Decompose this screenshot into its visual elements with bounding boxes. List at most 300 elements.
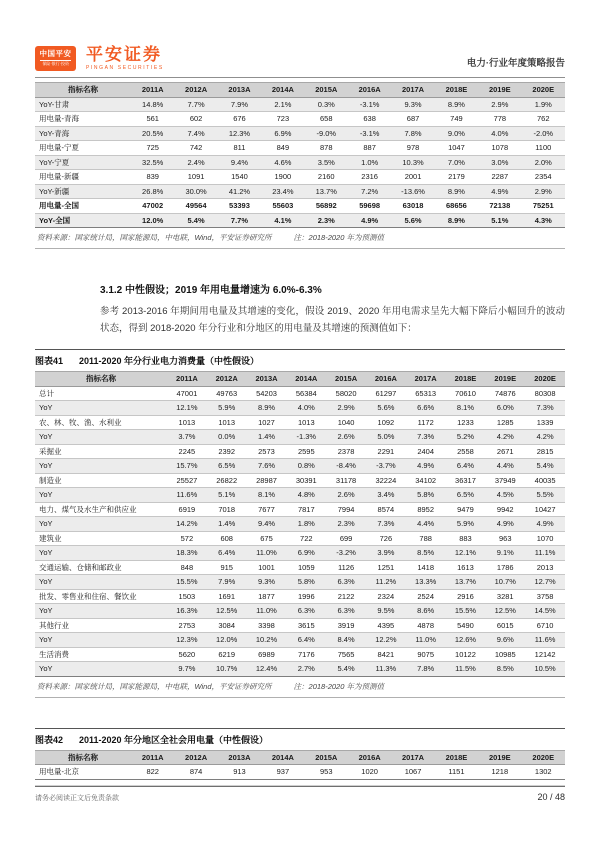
cell-value: 5490	[446, 618, 486, 633]
body-paragraph: 参考 2013-2016 年期间用电量及其增速的变化，假设 2019、2020 年用电需求呈先大幅下降后小幅回升的波动状态，得到 2018-2020 年分行业和分地区的用电量及其增速的预测值如下：	[100, 306, 565, 334]
column-header-indicator-name: 指标名称	[35, 750, 131, 765]
table-row	[35, 401, 565, 416]
cell-value: 9.5%	[366, 604, 406, 619]
row-label: 用电量-全国	[35, 199, 131, 214]
cell-value: 49763	[207, 386, 247, 401]
cell-value: 8.1%	[446, 401, 486, 416]
cell-value: 1.0%	[348, 155, 391, 170]
table-row	[35, 213, 565, 228]
cell-value: 40035	[525, 473, 565, 488]
cell-value: 59698	[348, 199, 391, 214]
cell-value: 7.0%	[435, 155, 478, 170]
column-header-year: 2019E	[478, 750, 521, 765]
row-label: YoY	[35, 604, 167, 619]
table-row	[35, 575, 565, 590]
cell-value: 2558	[446, 444, 486, 459]
cell-value: -3.1%	[348, 97, 391, 112]
column-header-year: 2015A	[305, 83, 348, 98]
cell-value: 1.4%	[207, 517, 247, 532]
cell-value: 11.2%	[366, 575, 406, 590]
cell-value: 1001	[247, 560, 287, 575]
cell-value: 1020	[348, 765, 391, 780]
cell-value: -3.7%	[366, 459, 406, 474]
cell-value: 8574	[366, 502, 406, 517]
cell-value: 75251	[522, 199, 565, 214]
pingan-badge-icon	[35, 46, 76, 71]
cell-value: 5.4%	[174, 213, 217, 228]
cell-value: 675	[247, 531, 287, 546]
cell-value: 5.1%	[207, 488, 247, 503]
cell-value: 2595	[286, 444, 326, 459]
cell-value: 1100	[522, 141, 565, 156]
cell-value: 3398	[247, 618, 287, 633]
cell-value: 2.9%	[522, 184, 565, 199]
cell-value: 11.5%	[446, 662, 486, 677]
cell-value: 7.8%	[391, 126, 434, 141]
cell-value: 5.8%	[286, 575, 326, 590]
cell-value: 11.6%	[167, 488, 207, 503]
row-label: 用电量-北京	[35, 765, 131, 780]
cell-value: 1151	[435, 765, 478, 780]
row-label: YoY	[35, 633, 167, 648]
section-heading: 3.1.2 中性假设；2019 年用电量增速为 6.0%-6.3%	[100, 285, 322, 296]
cell-value: 1786	[485, 560, 525, 575]
cell-value: 1613	[446, 560, 486, 575]
column-header-year: 2017A	[391, 83, 434, 98]
cell-value: 1996	[286, 589, 326, 604]
cell-value: 65313	[406, 386, 446, 401]
cell-value: 10.5%	[525, 662, 565, 677]
cell-value: 2122	[326, 589, 366, 604]
cell-value: 12142	[525, 647, 565, 662]
cell-value: 10.3%	[391, 155, 434, 170]
column-header-year: 2012A	[174, 83, 217, 98]
cell-value: 6.3%	[326, 575, 366, 590]
cell-value: 4.5%	[485, 488, 525, 503]
cell-value: 4395	[366, 618, 406, 633]
cell-value: 7565	[326, 647, 366, 662]
table-row	[35, 184, 565, 199]
cell-value: 915	[207, 560, 247, 575]
cell-value: 16.3%	[167, 604, 207, 619]
cell-value: 762	[522, 112, 565, 127]
cell-value: 749	[435, 112, 478, 127]
column-header-year: 2013A	[218, 750, 261, 765]
row-label: YoY	[35, 662, 167, 677]
cell-value: 1078	[478, 141, 521, 156]
badge-title: 中国平安	[39, 49, 72, 59]
cell-value: 15.7%	[167, 459, 207, 474]
region-electricity-table	[35, 82, 565, 228]
cell-value: 26.8%	[131, 184, 174, 199]
cell-value: 7.7%	[174, 97, 217, 112]
table-row	[35, 473, 565, 488]
cell-value: 11.3%	[366, 662, 406, 677]
figure-title-text: 2011-2020 年分地区全社会用电量（中性假设）	[79, 734, 269, 745]
cell-value: 14.2%	[167, 517, 207, 532]
cell-value: 4.1%	[261, 213, 304, 228]
table-row	[35, 112, 565, 127]
cell-value: 1.4%	[247, 430, 287, 445]
row-label: 建筑业	[35, 531, 167, 546]
row-label: 交通运输、仓储和邮政业	[35, 560, 167, 575]
row-label: 批发、零售业和住宿、餐饮业	[35, 589, 167, 604]
cell-value: 2287	[478, 170, 521, 185]
cell-value: 11.1%	[525, 546, 565, 561]
table-row	[35, 141, 565, 156]
cell-value: 53393	[218, 199, 261, 214]
cell-value: 1047	[435, 141, 478, 156]
row-label: 农、林、牧、渔、水利业	[35, 415, 167, 430]
cell-value: 1339	[525, 415, 565, 430]
cell-value: 726	[366, 531, 406, 546]
column-header-year: 2011A	[131, 83, 174, 98]
cell-value: 5.4%	[525, 459, 565, 474]
cell-value: 6710	[525, 618, 565, 633]
cell-value: 63018	[391, 199, 434, 214]
cell-value: 7.2%	[348, 184, 391, 199]
figure-41	[35, 349, 565, 698]
column-header-year: 2012A	[174, 750, 217, 765]
cell-value: 2671	[485, 444, 525, 459]
cell-value: -3.1%	[348, 126, 391, 141]
cell-value: 9942	[485, 502, 525, 517]
cell-value: 937	[261, 765, 304, 780]
figure-label: 图表42	[35, 734, 64, 745]
cell-value: 2.9%	[478, 97, 521, 112]
row-label: 用电量-宁夏	[35, 141, 131, 156]
page-header	[35, 0, 565, 78]
row-label: YoY	[35, 401, 167, 416]
cell-value: 2753	[167, 618, 207, 633]
cell-value: 913	[218, 765, 261, 780]
cell-value: 9.4%	[247, 517, 287, 532]
cell-value: 12.1%	[446, 546, 486, 561]
cell-value: 6.4%	[286, 633, 326, 648]
cell-value: 2916	[446, 589, 486, 604]
column-header-year: 2019E	[478, 83, 521, 98]
cell-value: 13.7%	[446, 575, 486, 590]
row-label: 制造业	[35, 473, 167, 488]
cell-value: 608	[207, 531, 247, 546]
column-header-year: 2020E	[522, 750, 565, 765]
cell-value: -13.6%	[391, 184, 434, 199]
cell-value: 7817	[286, 502, 326, 517]
cell-value: 12.6%	[446, 633, 486, 648]
cell-value: 10985	[485, 647, 525, 662]
table-row	[35, 386, 565, 401]
cell-value: 4.3%	[522, 213, 565, 228]
cell-value: 811	[218, 141, 261, 156]
cell-value: 887	[348, 141, 391, 156]
cell-value: 7.7%	[218, 213, 261, 228]
table-row	[35, 517, 565, 532]
cell-value: 18.3%	[167, 546, 207, 561]
cell-value: 12.5%	[485, 604, 525, 619]
row-label: 采掘业	[35, 444, 167, 459]
table-header-row	[35, 750, 565, 765]
cell-value: 723	[261, 112, 304, 127]
cell-value: 878	[305, 141, 348, 156]
cell-value: 6.0%	[485, 401, 525, 416]
table-row	[35, 430, 565, 445]
table-row	[35, 199, 565, 214]
row-label: 生活消费	[35, 647, 167, 662]
cell-value: 11.0%	[247, 604, 287, 619]
cell-value: 15.5%	[446, 604, 486, 619]
cell-value: 6.5%	[207, 459, 247, 474]
cell-value: 1013	[167, 415, 207, 430]
cell-value: 7.9%	[207, 575, 247, 590]
cell-value: 2378	[326, 444, 366, 459]
row-label: 电力、煤气及水生产和供应业	[35, 502, 167, 517]
cell-value: 7.3%	[406, 430, 446, 445]
cell-value: 6219	[207, 647, 247, 662]
cell-value: 4.0%	[478, 126, 521, 141]
cell-value: 10122	[446, 647, 486, 662]
column-header-year: 2016A	[348, 83, 391, 98]
cell-value: 8421	[366, 647, 406, 662]
cell-value: 1233	[446, 415, 486, 430]
cell-value: 2291	[366, 444, 406, 459]
table-row	[35, 633, 565, 648]
column-header-year: 2020E	[522, 83, 565, 98]
cell-value: 1092	[366, 415, 406, 430]
cell-value: 7.3%	[366, 517, 406, 532]
cell-value: 2.6%	[326, 430, 366, 445]
cell-value: 7018	[207, 502, 247, 517]
page-footer	[35, 786, 565, 803]
cell-value: 23.4%	[261, 184, 304, 199]
cell-value: 6.3%	[286, 604, 326, 619]
cell-value: 6.9%	[261, 126, 304, 141]
cell-value: 68656	[435, 199, 478, 214]
cell-value: 32.5%	[131, 155, 174, 170]
cell-value: 30391	[286, 473, 326, 488]
cell-value: 9.0%	[435, 126, 478, 141]
cell-value: 0.3%	[305, 97, 348, 112]
cell-value: 5.1%	[478, 213, 521, 228]
column-header-year: 2014A	[286, 372, 326, 387]
cell-value: 722	[286, 531, 326, 546]
cell-value: 8.4%	[326, 633, 366, 648]
cell-value: 6.6%	[406, 401, 446, 416]
cell-value: 638	[348, 112, 391, 127]
cell-value: 28987	[247, 473, 287, 488]
cell-value: 2.0%	[522, 155, 565, 170]
row-label: 其他行业	[35, 618, 167, 633]
column-header-year: 2014A	[261, 83, 304, 98]
cell-value: 6919	[167, 502, 207, 517]
cell-value: 5.5%	[525, 488, 565, 503]
cell-value: 12.7%	[525, 575, 565, 590]
cell-value: 725	[131, 141, 174, 156]
cell-value: 8.6%	[406, 604, 446, 619]
figure-label: 图表41	[35, 356, 64, 366]
cell-value: 13.7%	[305, 184, 348, 199]
table-row	[35, 170, 565, 185]
cell-value: 9.4%	[218, 155, 261, 170]
cell-value: -2.0%	[522, 126, 565, 141]
cell-value: 1126	[326, 560, 366, 575]
cell-value: -8.4%	[326, 459, 366, 474]
cell-value: 3.7%	[167, 430, 207, 445]
row-label: YoY	[35, 430, 167, 445]
row-label: YoY-新疆	[35, 184, 131, 199]
cell-value: 953	[305, 765, 348, 780]
cell-value: 8.1%	[247, 488, 287, 503]
cell-value: 80308	[525, 386, 565, 401]
cell-value: 3084	[207, 618, 247, 633]
cell-value: 2179	[435, 170, 478, 185]
cell-value: 12.5%	[207, 604, 247, 619]
cell-value: 2354	[522, 170, 565, 185]
cell-value: 1013	[207, 415, 247, 430]
cell-value: 4.9%	[348, 213, 391, 228]
cell-value: 883	[446, 531, 486, 546]
row-label: YoY	[35, 488, 167, 503]
cell-value: 5.8%	[406, 488, 446, 503]
table-row	[35, 618, 565, 633]
cell-value: 58020	[326, 386, 366, 401]
badge-subtitle: 保险·银行·投资	[42, 61, 69, 67]
column-header-year: 2018E	[435, 750, 478, 765]
row-label: YoY	[35, 517, 167, 532]
row-label: YoY-宁夏	[35, 155, 131, 170]
table-row	[35, 444, 565, 459]
data-source-note	[35, 677, 565, 698]
cell-value: 687	[391, 112, 434, 127]
cell-value: 9.3%	[391, 97, 434, 112]
cell-value: 0.8%	[286, 459, 326, 474]
cell-value: 7.4%	[174, 126, 217, 141]
cell-value: 6.4%	[446, 459, 486, 474]
table-row	[35, 604, 565, 619]
cell-value: 1877	[247, 589, 287, 604]
cell-value: 55603	[261, 199, 304, 214]
column-header-year: 2018E	[446, 372, 486, 387]
cell-value: 1091	[174, 170, 217, 185]
cell-value: -1.3%	[286, 430, 326, 445]
row-label: 用电量-新疆	[35, 170, 131, 185]
cell-value: 14.5%	[525, 604, 565, 619]
cell-value: 2404	[406, 444, 446, 459]
cell-value: 12.3%	[218, 126, 261, 141]
table-row	[35, 415, 565, 430]
brand-subtitle: PINGAN SECURITIES	[86, 65, 164, 71]
cell-value: 4.4%	[485, 459, 525, 474]
brand-block	[86, 46, 164, 71]
cell-value: 699	[326, 531, 366, 546]
cell-value: 25527	[167, 473, 207, 488]
cell-value: 1013	[286, 415, 326, 430]
table-row	[35, 126, 565, 141]
cell-value: 70610	[446, 386, 486, 401]
cell-value: 2.7%	[286, 662, 326, 677]
cell-value: 72138	[478, 199, 521, 214]
cell-value: 6.9%	[286, 546, 326, 561]
cell-value: 3615	[286, 618, 326, 633]
cell-value: 30.0%	[174, 184, 217, 199]
cell-value: 2.1%	[261, 97, 304, 112]
source-text: 资料来源：国家统计局，国家能源局，中电联，Wind，平安证券研究所	[37, 233, 272, 242]
cell-value: 4878	[406, 618, 446, 633]
cell-value: 56384	[286, 386, 326, 401]
cell-value: 9479	[446, 502, 486, 517]
column-header-year: 2014A	[261, 750, 304, 765]
column-header-year: 2013A	[247, 372, 287, 387]
cell-value: 10.7%	[207, 662, 247, 677]
cell-value: 963	[485, 531, 525, 546]
cell-value: 11.0%	[247, 546, 287, 561]
cell-value: 2524	[406, 589, 446, 604]
figure-title-text: 2011-2020 年分行业电力消费量（中性假设）	[79, 356, 260, 366]
cell-value: 34102	[406, 473, 446, 488]
row-label: YoY-甘肃	[35, 97, 131, 112]
cell-value: 9.1%	[485, 546, 525, 561]
column-header-year: 2018E	[435, 83, 478, 98]
cell-value: 676	[218, 112, 261, 127]
cell-value: 742	[174, 141, 217, 156]
cell-value: 3281	[485, 589, 525, 604]
cell-value: 2392	[207, 444, 247, 459]
cell-value: 3.9%	[366, 546, 406, 561]
table-row	[35, 546, 565, 561]
cell-value: 12.1%	[167, 401, 207, 416]
cell-value: 1059	[286, 560, 326, 575]
cell-value: 1.9%	[522, 97, 565, 112]
cell-value: 1900	[261, 170, 304, 185]
cell-value: 5.2%	[446, 430, 486, 445]
cell-value: 1.8%	[286, 517, 326, 532]
cell-value: 37949	[485, 473, 525, 488]
cell-value: 41.2%	[218, 184, 261, 199]
row-label: YoY-青海	[35, 126, 131, 141]
cell-value: 4.2%	[525, 430, 565, 445]
column-header-year: 2016A	[348, 750, 391, 765]
column-header-year: 2019E	[485, 372, 525, 387]
cell-value: 9.6%	[485, 633, 525, 648]
column-header-indicator-name: 指标名称	[35, 83, 131, 98]
cell-value: 1040	[326, 415, 366, 430]
cell-value: 1418	[406, 560, 446, 575]
cell-value: 9.3%	[247, 575, 287, 590]
cell-value: 602	[174, 112, 217, 127]
cell-value: 8.9%	[435, 97, 478, 112]
cell-value: 2.6%	[326, 488, 366, 503]
table-row	[35, 647, 565, 662]
column-header-year: 2012A	[207, 372, 247, 387]
cell-value: 2.9%	[326, 401, 366, 416]
cell-value: 12.3%	[167, 633, 207, 648]
cell-value: 2013	[525, 560, 565, 575]
cell-value: 3758	[525, 589, 565, 604]
cell-value: 1067	[391, 765, 434, 780]
page-number: 20 / 48	[537, 792, 565, 802]
cell-value: 4.9%	[406, 459, 446, 474]
table-row	[35, 502, 565, 517]
cell-value: 3919	[326, 618, 366, 633]
forecast-note: 注：2018-2020 年为预测值	[293, 233, 384, 242]
cell-value: 12.0%	[131, 213, 174, 228]
figure-42-title	[35, 733, 565, 746]
table-row	[35, 531, 565, 546]
cell-value: 20.5%	[131, 126, 174, 141]
cell-value: 848	[167, 560, 207, 575]
table-row	[35, 662, 565, 677]
cell-value: 8.9%	[435, 213, 478, 228]
cell-value: 2324	[366, 589, 406, 604]
